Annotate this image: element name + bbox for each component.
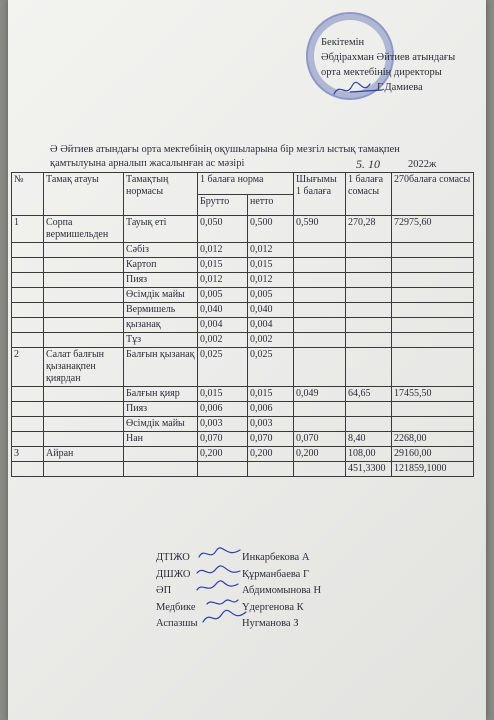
cell-sum270 <box>392 348 474 387</box>
menu-date: 5. 10 <box>356 157 380 171</box>
cell-item <box>124 447 198 462</box>
cell-brutto: 0,070 <box>198 432 248 447</box>
cell-brutto: 0,025 <box>198 348 248 387</box>
title-line-2: қамтылуына арналып жасалынған ас мәзірі <box>50 158 245 169</box>
document-page <box>8 0 486 720</box>
cell-dish <box>44 318 124 333</box>
cell-no: 2 <box>12 348 44 387</box>
cell-sum1 <box>346 402 392 417</box>
menu-year: 2022ж <box>408 159 437 170</box>
cell-expense <box>294 288 346 303</box>
table-row <box>12 216 474 243</box>
approval-line-4: Г.Дамиева <box>377 82 423 93</box>
header-dish: Тамақ атауы <box>44 173 124 216</box>
staff-role: ӘП <box>156 585 172 596</box>
header-per-child: 1 балаға норма <box>198 173 294 195</box>
table-row <box>12 387 474 402</box>
cell-netto: 0,025 <box>248 348 294 387</box>
staff-name: Құрманбаева Г <box>242 568 310 580</box>
table-row <box>12 462 474 477</box>
cell-sum270 <box>392 318 474 333</box>
cell-sum1: 8,40 <box>346 432 392 447</box>
cell-brutto: 0,040 <box>198 303 248 318</box>
table-body <box>12 216 474 477</box>
table-row <box>12 417 474 432</box>
cell-dish <box>44 273 124 288</box>
cell-sum270 <box>392 273 474 288</box>
cell-sum1: 64,65 <box>346 387 392 402</box>
director-signature <box>330 78 390 102</box>
cell-netto: 0,040 <box>248 303 294 318</box>
cell-dish: Салат балғын қызанақпен қиярдан <box>44 348 124 387</box>
cell-sum270: 29160,00 <box>392 447 474 462</box>
table-row <box>12 243 474 258</box>
table-row <box>12 318 474 333</box>
header-netto: нетто <box>248 194 294 216</box>
staff-role: Медбике <box>156 601 196 613</box>
cell-no <box>12 303 44 318</box>
cell-netto: 0,002 <box>248 333 294 348</box>
staff-name: Үдергенова К <box>242 601 304 613</box>
cell-no <box>12 402 44 417</box>
cell-sum270 <box>392 333 474 348</box>
cell-brutto: 0,004 <box>198 318 248 333</box>
cell-dish: Сорпа вермишельден <box>44 216 124 243</box>
cell-expense <box>294 273 346 288</box>
cell-no <box>12 318 44 333</box>
table-row <box>12 258 474 273</box>
header-norm: Тамақтың нормасы <box>124 173 198 216</box>
cell-netto: 0,004 <box>248 318 294 333</box>
cell-sum270: 17455,50 <box>392 387 474 402</box>
staff-name: Инкарбекова А <box>242 552 310 563</box>
cell-expense <box>294 417 346 432</box>
cell-dish <box>44 387 124 402</box>
cell-expense: 0,070 <box>294 432 346 447</box>
staff-role: ДТІЖО <box>156 552 190 563</box>
cell-dish <box>44 462 124 477</box>
cell-dish <box>44 402 124 417</box>
cell-dish <box>44 288 124 303</box>
cell-item: Пияз <box>124 273 198 288</box>
cell-sum1 <box>346 333 392 348</box>
table-row <box>12 348 474 387</box>
cell-item: Вермишель <box>124 303 198 318</box>
cell-netto: 0,012 <box>248 243 294 258</box>
staff-name: Абдимомынова Н <box>242 585 322 596</box>
cell-brutto: 0,012 <box>198 243 248 258</box>
cell-netto: 0,005 <box>248 288 294 303</box>
cell-sum270 <box>392 303 474 318</box>
cell-dish <box>44 243 124 258</box>
header-sum1: 1 балаға сомасы <box>346 173 392 216</box>
cell-item: Сәбіз <box>124 243 198 258</box>
cell-no <box>12 288 44 303</box>
cell-sum1: 451,3300 <box>346 462 392 477</box>
cell-no <box>12 387 44 402</box>
cell-brutto <box>198 462 248 477</box>
cell-sum270: 121859,1000 <box>392 462 474 477</box>
cell-sum270 <box>392 258 474 273</box>
table-row <box>12 447 474 462</box>
cell-sum1: 270,28 <box>346 216 392 243</box>
header-no: № <box>12 173 44 216</box>
staff-signature-1 <box>196 545 244 563</box>
cell-netto: 0,500 <box>248 216 294 243</box>
cell-no <box>12 258 44 273</box>
cell-expense <box>294 462 346 477</box>
cell-dish <box>44 258 124 273</box>
cell-item: Балғын қызанақ <box>124 348 198 387</box>
cell-sum270 <box>392 417 474 432</box>
cell-brutto: 0,003 <box>198 417 248 432</box>
cell-netto: 0,200 <box>248 447 294 462</box>
cell-sum1 <box>346 417 392 432</box>
cell-expense <box>294 348 346 387</box>
cell-netto: 0,012 <box>248 273 294 288</box>
cell-sum1: 108,00 <box>346 447 392 462</box>
cell-sum270: 2268,00 <box>392 432 474 447</box>
header-sum270: 270балаға сомасы <box>392 173 474 216</box>
staff-signature-5 <box>200 608 250 630</box>
cell-expense <box>294 402 346 417</box>
cell-item: Картоп <box>124 258 198 273</box>
staff-role: Аспазшы <box>156 618 198 629</box>
header-brutto: Брутто <box>198 194 248 216</box>
cell-brutto: 0,015 <box>198 387 248 402</box>
cell-item: Өсімдік майы <box>124 288 198 303</box>
cell-expense <box>294 303 346 318</box>
cell-brutto: 0,015 <box>198 258 248 273</box>
cell-netto: 0,015 <box>248 258 294 273</box>
cell-no: 3 <box>12 447 44 462</box>
cell-no <box>12 462 44 477</box>
cell-no <box>12 432 44 447</box>
cell-no <box>12 243 44 258</box>
cell-sum1 <box>346 318 392 333</box>
cell-item <box>124 462 198 477</box>
cell-sum270 <box>392 402 474 417</box>
menu-title <box>50 143 470 171</box>
cell-expense: 0,200 <box>294 447 346 462</box>
cell-sum270 <box>392 288 474 303</box>
cell-item: қызанақ <box>124 318 198 333</box>
cell-dish: Айран <box>44 447 124 462</box>
cell-item: Өсімдік майы <box>124 417 198 432</box>
cell-expense <box>294 243 346 258</box>
cell-dish <box>44 333 124 348</box>
cell-brutto: 0,012 <box>198 273 248 288</box>
cell-no <box>12 273 44 288</box>
cell-no <box>12 333 44 348</box>
approval-line-2: Әбдірахман Әйтиев атындағы <box>321 52 456 63</box>
table-row <box>12 273 474 288</box>
cell-brutto: 0,005 <box>198 288 248 303</box>
cell-item: Пияз <box>124 402 198 417</box>
table-row <box>12 333 474 348</box>
cell-dish <box>44 417 124 432</box>
cell-expense <box>294 318 346 333</box>
table-header-row <box>12 173 474 195</box>
cell-netto: 0,003 <box>248 417 294 432</box>
title-line-1: Ә Әйтиев атындағы орта мектебінің оқушыларына бір мезгіл ыстық тамақпен <box>50 144 400 155</box>
staff-role: ДШЖО <box>156 568 191 580</box>
cell-brutto: 0,200 <box>198 447 248 462</box>
cell-no <box>12 417 44 432</box>
cell-netto <box>248 462 294 477</box>
header-expense: Шығымы 1 балаға <box>294 173 346 216</box>
cell-brutto: 0,002 <box>198 333 248 348</box>
cell-netto: 0,070 <box>248 432 294 447</box>
table-row <box>12 402 474 417</box>
cell-sum1 <box>346 288 392 303</box>
cell-no: 1 <box>12 216 44 243</box>
cell-dish <box>44 432 124 447</box>
cell-sum270: 72975,60 <box>392 216 474 243</box>
table-row <box>12 432 474 447</box>
cell-expense <box>294 258 346 273</box>
staff-name: Нугманова З <box>242 618 299 629</box>
approval-line-3: орта мектебінің директоры <box>321 67 442 78</box>
cell-sum1 <box>346 258 392 273</box>
cell-sum1 <box>346 303 392 318</box>
cell-expense <box>294 333 346 348</box>
cell-expense: 0,590 <box>294 216 346 243</box>
cell-sum1 <box>346 273 392 288</box>
cell-dish <box>44 303 124 318</box>
cell-sum1 <box>346 348 392 387</box>
approval-line-1: Бекітемін <box>321 37 365 48</box>
cell-brutto: 0,050 <box>198 216 248 243</box>
menu-table <box>11 172 474 477</box>
cell-item: Тауық еті <box>124 216 198 243</box>
table-row <box>12 288 474 303</box>
cell-netto: 0,015 <box>248 387 294 402</box>
cell-sum1 <box>346 243 392 258</box>
cell-expense: 0,049 <box>294 387 346 402</box>
cell-item: Тұз <box>124 333 198 348</box>
table-row <box>12 303 474 318</box>
cell-sum270 <box>392 243 474 258</box>
cell-netto: 0,006 <box>248 402 294 417</box>
cell-item: Балғын қияр <box>124 387 198 402</box>
cell-item: Нан <box>124 432 198 447</box>
cell-brutto: 0,006 <box>198 402 248 417</box>
